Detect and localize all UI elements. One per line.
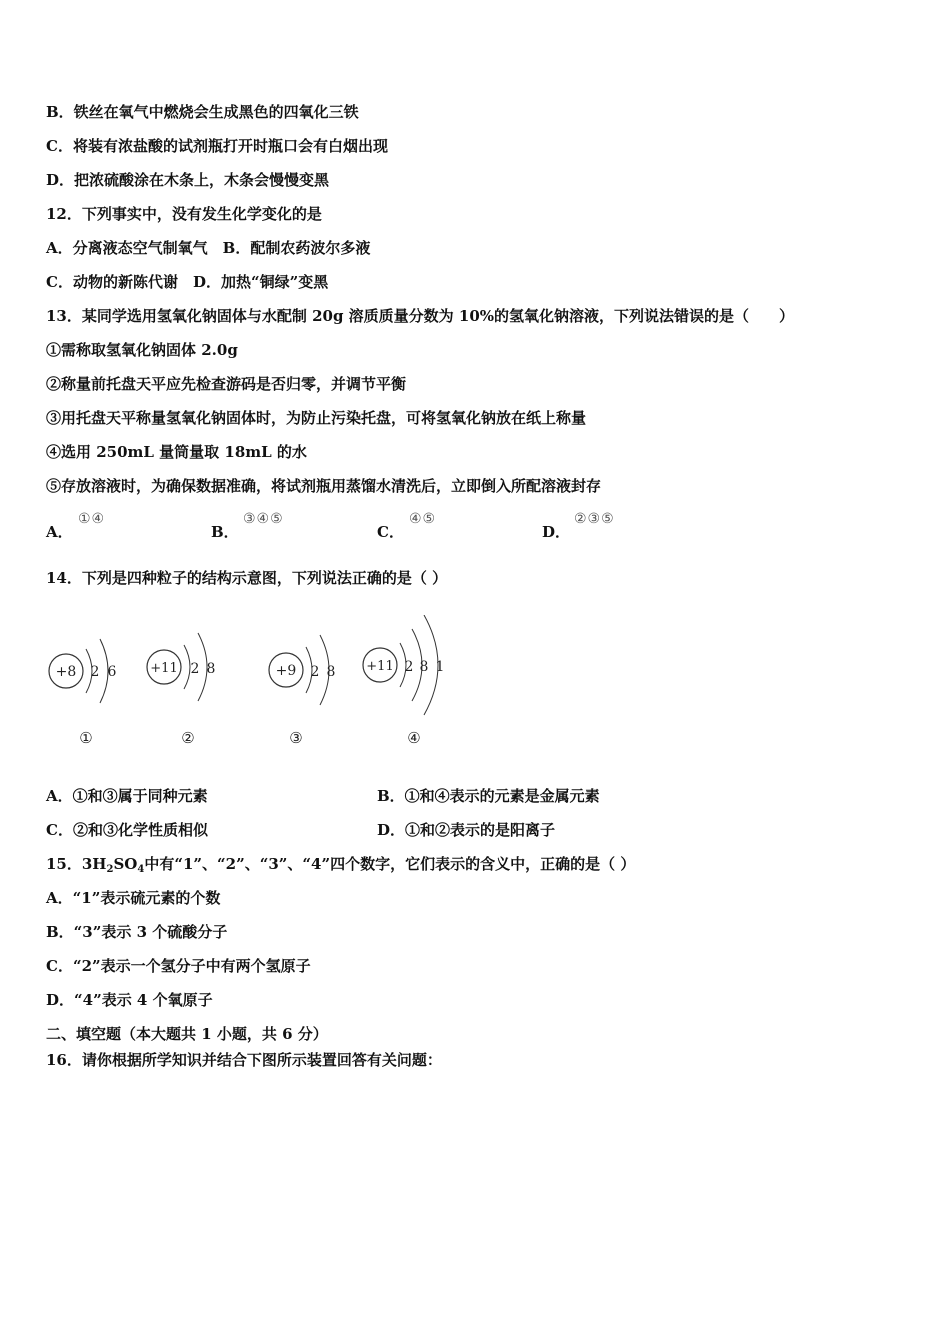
q15-stem-suffix: 中有“1”、“2”、“3”、“4”四个数字，它们表示的含义中，正确的是（ ）	[144, 855, 636, 873]
q13-choice-b-letter: B．	[211, 523, 239, 541]
q13-item: ⑤存放溶液时，为确保数据准确，将试剂瓶用蒸馏水清洗后，立即倒入所配溶液封存	[46, 477, 602, 495]
q13-choice-a-value: ①④	[78, 511, 106, 527]
particle-label: ①	[79, 729, 93, 747]
q14-option-c: C．②和③化学性质相似	[46, 821, 208, 839]
q15-subscript-4: 4	[137, 864, 145, 875]
q14-option-a: A．①和③属于同种元素	[46, 787, 208, 805]
q13-choice-d-letter: D．	[542, 523, 571, 541]
shell-electron-count: 8	[326, 664, 336, 680]
q16-stem: 16．请你根据所学知识并结合下图所示装置回答有关问题：	[46, 1051, 442, 1069]
particle-2	[147, 633, 215, 747]
q14-option-d: D．①和②表示的是阳离子	[377, 821, 556, 839]
q15-subscript-2: 2	[106, 864, 114, 875]
particle-1	[49, 639, 117, 747]
q13-choice-b-value: ③④⑤	[243, 511, 284, 527]
q15-stem-so: SO	[113, 855, 138, 873]
q13-choice-d-value: ②③⑤	[574, 511, 615, 527]
shell-electron-count: 2	[190, 661, 200, 677]
particle-label: ③	[289, 729, 303, 747]
q14-option-b: B．①和④表示的元素是金属元素	[377, 787, 600, 805]
q13-item: ④选用 250mL 量筒量取 18mL 的水	[46, 443, 307, 461]
shell-electron-count: 8	[206, 661, 216, 677]
particle-structure-diagram	[40, 615, 470, 755]
q15-option: C．“2”表示一个氢分子中有两个氢原子	[46, 957, 311, 975]
shell-electron-count: 2	[404, 659, 414, 675]
q12-options-ab: A．分离液态空气制氧气 B．配制农药波尔多液	[46, 239, 371, 257]
shell-electron-count: 6	[107, 664, 117, 680]
q13-stem: 13．某同学选用氢氧化钠固体与水配制 20g 溶质质量分数为 10%的氢氧化钠溶液，下列说法错误的是（ ）	[46, 307, 795, 325]
section-heading: 二、填空题（本大题共 1 小题，共 6 分）	[46, 1025, 328, 1043]
q13-item: ③用托盘天平称量氢氧化钠固体时，为防止污染托盘，可将氢氧化钠放在纸上称量	[46, 409, 587, 427]
particle-label: ②	[181, 729, 195, 747]
shell-electron-count: 2	[310, 664, 320, 680]
nucleus-charge: +11	[366, 659, 394, 674]
q13-item: ①需称取氢氧化钠固体 2.0g	[46, 341, 238, 359]
q12-options-cd: C．动物的新陈代谢 D．加热“铜绿”变黑	[46, 273, 329, 291]
nucleus-charge: +8	[55, 664, 77, 680]
q11-option-d: D．把浓硫酸涂在木条上，木条会慢慢变黑	[46, 171, 330, 189]
electron-shell-arc	[184, 645, 190, 689]
q15-option: D．“4”表示 4 个氧原子	[46, 991, 213, 1009]
q13-choice-c-value: ④⑤	[409, 511, 437, 527]
q13-item: ②称量前托盘天平应先检查游码是否归零，并调节平衡	[46, 375, 407, 393]
nucleus-charge: +9	[275, 663, 297, 679]
q12-stem: 12．下列事实中，没有发生化学变化的是	[46, 205, 322, 223]
q15-stem-prefix: 15．3H	[46, 855, 107, 873]
shell-electron-count: 2	[90, 664, 100, 680]
particle-4	[363, 615, 444, 747]
q13-choice-c-letter: C．	[377, 523, 404, 541]
q11-option-c: C．将装有浓盐酸的试剂瓶打开时瓶口会有白烟出现	[46, 137, 388, 155]
particle-label: ④	[407, 729, 421, 747]
q15-option: A．“1”表示硫元素的个数	[46, 889, 221, 907]
shell-electron-count: 8	[419, 659, 429, 675]
q11-option-b: B．铁丝在氧气中燃烧会生成黑色的四氧化三铁	[46, 103, 359, 121]
q13-choice-a-letter: A．	[46, 523, 73, 541]
shell-electron-count: 1	[435, 659, 445, 675]
nucleus-charge: +11	[150, 661, 178, 676]
q14-stem: 14．下列是四种粒子的结构示意图，下列说法正确的是（ ）	[46, 569, 448, 587]
particle-3	[269, 635, 335, 747]
q15-stem	[46, 854, 635, 874]
q15-option: B．“3”表示 3 个硫酸分子	[46, 923, 228, 941]
